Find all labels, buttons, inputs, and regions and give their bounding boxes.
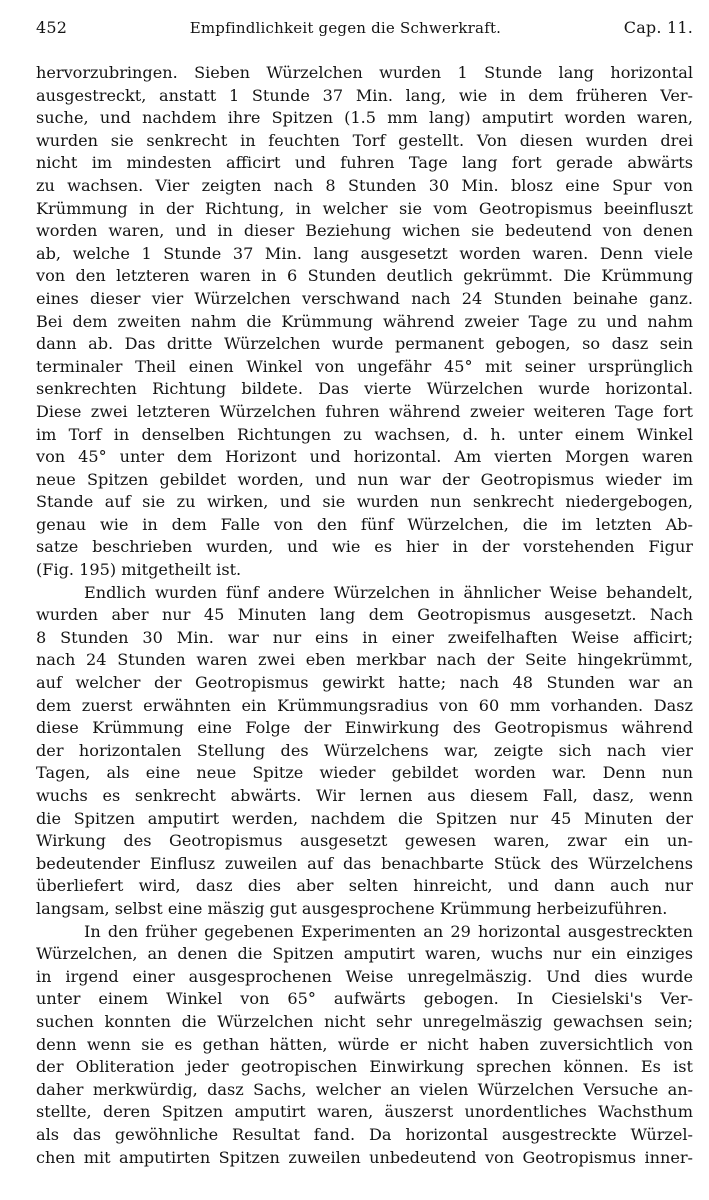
text-line: In den früher gegebenen Experimenten an 29 horizontal ausgestreckten: [84, 921, 693, 941]
text-line: Wirkung des Geotropismus ausgesetzt gewesen waren, zwar ein un-: [36, 831, 693, 851]
text-line: ausgestreckt, anstatt 1 Stunde 37 Min. lang, wie in dem früheren Ver-: [36, 85, 693, 105]
text-line: als das gewöhnliche Resultat fand. Da horizontal ausgestreckte Würzel-: [36, 1124, 693, 1144]
text-line: senkrechten Richtung bildete. Das vierte Würzelchen wurde horizontal.: [36, 379, 693, 399]
text-line: neue Spitzen gebildet worden, und nun war der Geotropismus wieder im: [36, 469, 693, 489]
text-line: satze beschrieben wurden, und wie es hier in der vorstehenden Figur: [36, 537, 693, 557]
text-line: auf welcher der Geotropismus gewirkt hatte; nach 48 Stunden war an: [36, 673, 693, 693]
text-line: die Spitzen amputirt werden, nachdem die Spitzen nur 45 Minuten der: [36, 808, 693, 828]
text-line: (Fig. 195) mitgetheilt ist.: [36, 560, 242, 580]
text-line: zu wachsen. Vier zeigten nach 8 Stunden 30 Min. blosz eine Spur von: [36, 175, 693, 195]
text-line: Bei dem zweiten nahm die Krümmung während zweier Tage zu und nahm: [36, 311, 693, 331]
text-line: suche, und nachdem ihre Spitzen (1.5 mm lang) amputirt worden waren,: [36, 108, 693, 128]
text-line: suchen konnten die Würzelchen nicht sehr unregelmäszig gewachsen sein;: [36, 1011, 693, 1031]
text-line: genau wie in dem Falle von den fünf Würzelchen, die im letzten Ab-: [36, 514, 693, 534]
text-line: Endlich wurden fünf andere Würzelchen in ähnlicher Weise behandelt,: [84, 582, 693, 602]
text-line: wurden sie senkrecht in feuchten Torf gestellt. Von diesen wurden drei: [36, 130, 693, 150]
text-line: daher merkwürdig, dasz Sachs, welcher an vielen Würzelchen Versuche an-: [36, 1079, 693, 1099]
text-line: Krümmung in der Richtung, in welcher sie vom Geotropismus beeinfluszt: [36, 198, 693, 218]
text-line: Tagen, als eine neue Spitze wieder gebildet worden war. Denn nun: [36, 763, 693, 783]
text-line: denn wenn sie es gethan hätten, würde er nicht haben zuversichtlich von: [36, 1034, 693, 1054]
text-line: worden waren, und in dieser Beziehung wichen sie bedeutend von denen: [36, 221, 693, 241]
text-line: überliefert wird, dasz dies aber selten hinreicht, und dann auch nur: [36, 876, 693, 896]
text-line: unter einem Winkel von 65° aufwärts gebogen. In Ciesielski's Ver-: [36, 989, 693, 1009]
text-line: der horizontalen Stellung des Würzelchens war, zeigte sich nach vier: [36, 740, 693, 760]
text-line: stellte, deren Spitzen amputirt waren, äuszerst unordentliches Wachsthum: [36, 1102, 693, 1122]
text-line: der Obliteration jeder geotropischen Einwirkung sprechen können. Es ist: [36, 1057, 693, 1077]
text-line: in irgend einer ausgesprochenen Weise unregelmäszig. Und dies wurde: [36, 966, 693, 986]
text-line: langsam, selbst eine mäszig gut ausgesprochene Krümmung herbeizuführen.: [36, 898, 668, 918]
text-line: chen mit amputirten Spitzen zuweilen unbedeutend von Geotropismus inner-: [36, 1147, 693, 1167]
text-line: 8 Stunden 30 Min. war nur eins in einer zweifelhaften Weise afficirt;: [36, 627, 693, 647]
text-line: dann ab. Das dritte Würzelchen wurde permanent gebogen, so dasz sein: [36, 334, 693, 354]
text-line: Würzelchen, an denen die Spitzen amputirt waren, wuchs nur ein einziges: [36, 944, 693, 964]
text-line: eines dieser vier Würzelchen verschwand nach 24 Stunden beinahe ganz.: [36, 288, 693, 308]
text-line: Stande auf sie zu wirken, und sie wurden nun senkrecht niedergebogen,: [36, 492, 693, 512]
body-text: [36, 62, 693, 1169]
text-line: Diese zwei letzteren Würzelchen fuhren während zweier weiteren Tage fort: [36, 401, 693, 421]
chapter-label: Cap. 11.: [623, 18, 693, 37]
text-line: terminaler Theil einen Winkel von ungefähr 45° mit seiner ursprünglich: [36, 356, 693, 376]
text-line: dem zuerst erwähnten ein Krümmungsradius von 60 mm vorhanden. Dasz: [36, 695, 693, 715]
page-header: [36, 18, 693, 52]
text-line: ab, welche 1 Stunde 37 Min. lang ausgesetzt worden waren. Denn viele: [36, 243, 693, 263]
text-line: hervorzubringen. Sieben Würzelchen wurden 1 Stunde lang horizontal: [36, 63, 693, 82]
text-line: wuchs es senkrecht abwärts. Wir lernen aus diesem Fall, dasz, wenn: [36, 786, 693, 805]
text-line: nicht im mindesten afficirt und fuhren Tage lang fort gerade abwärts: [36, 153, 693, 173]
text-line: im Torf in denselben Richtungen zu wachsen, d. h. unter einem Winkel: [36, 424, 693, 444]
text-line: wurden aber nur 45 Minuten lang dem Geotropismus ausgesetzt. Nach: [36, 605, 693, 625]
text-line: bedeutender Einflusz zuweilen auf das benachbarte Stück des Würzelchens: [36, 853, 693, 873]
running-title: Empfindlichkeit gegen die Schwerkraft.: [189, 19, 502, 37]
text-line: diese Krümmung eine Folge der Einwirkung des Geotropismus während: [36, 718, 693, 738]
text-line: von 45° unter dem Horizont und horizontal. Am vierten Morgen waren: [36, 447, 693, 467]
page-number: 452: [36, 18, 68, 37]
text-line: nach 24 Stunden waren zwei eben merkbar nach der Seite hingekrümmt,: [36, 650, 693, 670]
text-line: von den letzteren waren in 6 Stunden deutlich gekrümmt. Die Krümmung: [36, 266, 693, 286]
